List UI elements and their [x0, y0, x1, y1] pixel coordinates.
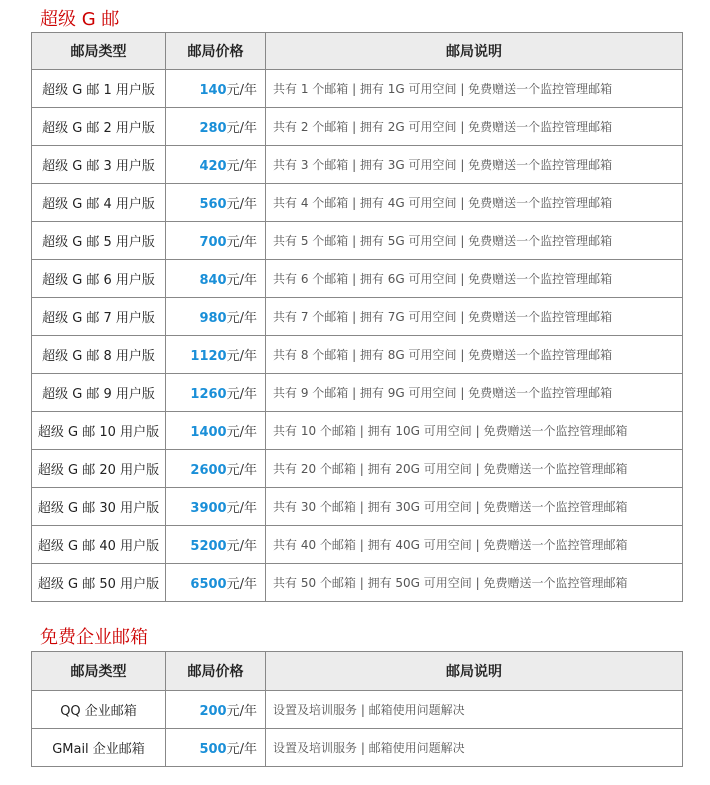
price-unit: 元/年	[226, 349, 257, 364]
column-header-description: 邮局说明	[266, 33, 683, 70]
price-cell	[166, 108, 266, 146]
price-unit: 元/年	[226, 83, 257, 98]
description-cell: 共有 50 个邮箱 | 拥有 50G 可用空间 | 免费赠送一个监控管理邮箱	[266, 564, 683, 602]
description-cell: 共有 4 个邮箱 | 拥有 4G 可用空间 | 免费赠送一个监控管理邮箱	[266, 184, 683, 222]
description-cell: 共有 5 个邮箱 | 拥有 5G 可用空间 | 免费赠送一个监控管理邮箱	[266, 222, 683, 260]
price-unit: 元/年	[226, 311, 257, 326]
price-unit: 元/年	[226, 425, 257, 440]
description-cell: 共有 10 个邮箱 | 拥有 10G 可用空间 | 免费赠送一个监控管理邮箱	[266, 412, 683, 450]
plan-type-cell: 超级 G 邮 8 用户版	[32, 336, 166, 374]
price-amount: 420	[199, 159, 227, 174]
price-unit: 元/年	[226, 387, 257, 402]
price-unit: 元/年	[226, 121, 257, 136]
description-cell: 共有 20 个邮箱 | 拥有 20G 可用空间 | 免费赠送一个监控管理邮箱	[266, 450, 683, 488]
column-header-description: 邮局说明	[266, 652, 683, 691]
plan-type-cell: 超级 G 邮 9 用户版	[32, 374, 166, 412]
price-unit: 元/年	[226, 501, 257, 516]
price-amount: 1400	[190, 425, 227, 440]
price-cell	[166, 184, 266, 222]
price-unit: 元/年	[226, 704, 257, 719]
table-header-row	[32, 652, 683, 691]
price-cell	[166, 729, 266, 767]
price-cell	[166, 298, 266, 336]
table-row	[32, 526, 683, 564]
table-row	[32, 70, 683, 108]
table-row	[32, 488, 683, 526]
price-amount: 980	[199, 311, 227, 326]
price-unit: 元/年	[226, 159, 257, 174]
plan-type-cell: 超级 G 邮 7 用户版	[32, 298, 166, 336]
table-row	[32, 184, 683, 222]
price-amount: 1120	[190, 349, 227, 364]
table-row	[32, 412, 683, 450]
table-header-row	[32, 33, 683, 70]
price-unit: 元/年	[226, 539, 257, 554]
price-unit: 元/年	[226, 235, 257, 250]
table-row	[32, 691, 683, 729]
table-row	[32, 146, 683, 184]
table-row	[32, 108, 683, 146]
table-row	[32, 729, 683, 767]
pricing-table-super-g-mail	[31, 32, 683, 602]
price-amount: 1260	[190, 387, 227, 402]
price-unit: 元/年	[226, 463, 257, 478]
plan-type-cell: 超级 G 邮 20 用户版	[32, 450, 166, 488]
table-row	[32, 374, 683, 412]
column-header-price: 邮局价格	[166, 652, 266, 691]
table-row	[32, 222, 683, 260]
price-amount: 840	[199, 273, 227, 288]
price-amount: 140	[199, 83, 227, 98]
plan-type-cell: GMail 企业邮箱	[32, 729, 166, 767]
price-cell	[166, 146, 266, 184]
plan-type-cell: 超级 G 邮 30 用户版	[32, 488, 166, 526]
price-cell	[166, 564, 266, 602]
price-amount: 280	[199, 121, 227, 136]
description-cell: 共有 8 个邮箱 | 拥有 8G 可用空间 | 免费赠送一个监控管理邮箱	[266, 336, 683, 374]
price-amount: 700	[199, 235, 227, 250]
price-unit: 元/年	[226, 197, 257, 212]
price-amount: 2600	[190, 463, 227, 478]
price-amount: 560	[199, 197, 227, 212]
price-cell	[166, 70, 266, 108]
description-cell: 设置及培训服务 | 邮箱使用问题解决	[266, 729, 683, 767]
price-amount: 3900	[190, 501, 227, 516]
price-amount: 200	[199, 704, 227, 719]
plan-type-cell: 超级 G 邮 1 用户版	[32, 70, 166, 108]
plan-type-cell: 超级 G 邮 5 用户版	[32, 222, 166, 260]
price-cell	[166, 374, 266, 412]
price-cell	[166, 336, 266, 374]
table-row	[32, 450, 683, 488]
table-row	[32, 260, 683, 298]
plan-type-cell: 超级 G 邮 4 用户版	[32, 184, 166, 222]
price-cell	[166, 450, 266, 488]
table-row	[32, 336, 683, 374]
plan-type-cell: 超级 G 邮 6 用户版	[32, 260, 166, 298]
price-amount: 500	[199, 742, 227, 757]
price-cell	[166, 488, 266, 526]
price-cell	[166, 412, 266, 450]
section-title: 超级 G 邮	[40, 9, 120, 30]
description-cell: 共有 40 个邮箱 | 拥有 40G 可用空间 | 免费赠送一个监控管理邮箱	[266, 526, 683, 564]
plan-type-cell: 超级 G 邮 10 用户版	[32, 412, 166, 450]
description-cell: 共有 6 个邮箱 | 拥有 6G 可用空间 | 免费赠送一个监控管理邮箱	[266, 260, 683, 298]
column-header-type: 邮局类型	[32, 33, 166, 70]
description-cell: 设置及培训服务 | 邮箱使用问题解决	[266, 691, 683, 729]
plan-type-cell: 超级 G 邮 40 用户版	[32, 526, 166, 564]
table-row	[32, 298, 683, 336]
section-title: 免费企业邮箱	[40, 627, 148, 648]
table-body	[32, 70, 683, 602]
plan-type-cell: QQ 企业邮箱	[32, 691, 166, 729]
pricing-table-free-enterprise-mail	[31, 651, 683, 767]
plan-type-cell: 超级 G 邮 2 用户版	[32, 108, 166, 146]
price-cell	[166, 691, 266, 729]
price-cell	[166, 222, 266, 260]
price-unit: 元/年	[226, 742, 257, 757]
description-cell: 共有 9 个邮箱 | 拥有 9G 可用空间 | 免费赠送一个监控管理邮箱	[266, 374, 683, 412]
column-header-type: 邮局类型	[32, 652, 166, 691]
plan-type-cell: 超级 G 邮 3 用户版	[32, 146, 166, 184]
price-cell	[166, 260, 266, 298]
table-body	[32, 691, 683, 767]
description-cell: 共有 30 个邮箱 | 拥有 30G 可用空间 | 免费赠送一个监控管理邮箱	[266, 488, 683, 526]
price-amount: 6500	[190, 577, 227, 592]
description-cell: 共有 7 个邮箱 | 拥有 7G 可用空间 | 免费赠送一个监控管理邮箱	[266, 298, 683, 336]
description-cell: 共有 3 个邮箱 | 拥有 3G 可用空间 | 免费赠送一个监控管理邮箱	[266, 146, 683, 184]
table-row	[32, 564, 683, 602]
price-unit: 元/年	[226, 273, 257, 288]
price-amount: 5200	[190, 539, 227, 554]
plan-type-cell: 超级 G 邮 50 用户版	[32, 564, 166, 602]
price-cell	[166, 526, 266, 564]
column-header-price: 邮局价格	[166, 33, 266, 70]
price-unit: 元/年	[226, 577, 257, 592]
description-cell: 共有 2 个邮箱 | 拥有 2G 可用空间 | 免费赠送一个监控管理邮箱	[266, 108, 683, 146]
description-cell: 共有 1 个邮箱 | 拥有 1G 可用空间 | 免费赠送一个监控管理邮箱	[266, 70, 683, 108]
